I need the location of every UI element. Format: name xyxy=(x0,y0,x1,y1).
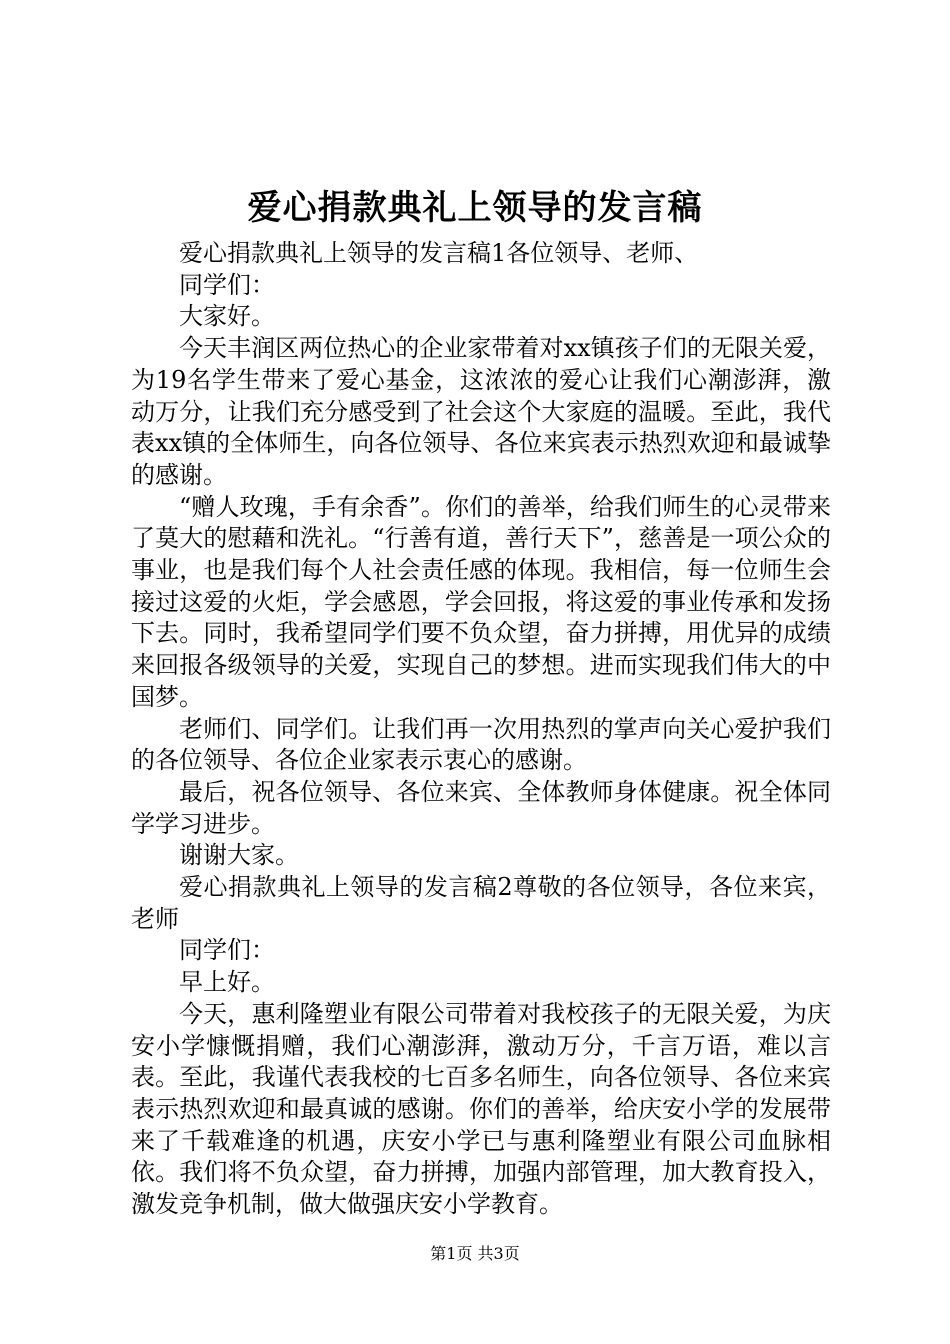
paragraph: 谢谢大家。 xyxy=(179,841,299,870)
paragraph: 最后，祝各位领导、各位来宾、全体教师身体健康。祝全体同学学习进步。 xyxy=(131,777,831,838)
page-indicator: 第1页 共3页 xyxy=(430,1244,520,1263)
document-title: 爱心捐款典礼上领导的发言稿 xyxy=(247,188,703,228)
paragraph: 同学们： xyxy=(179,936,275,965)
paragraph: 同学们： xyxy=(179,270,275,299)
paragraph: 今天，惠利隆塑业有限公司带着对我校孩子的无限关爱，为庆安小学慷慨捐赠，我们心潮澎湃，激动万分，千言万语，难以言表。至此，我谨代表我校的七百多名师生，向各位领导、各位来宾表示热烈欢迎和最真诚的感谢。你们的善举，给庆安小学的发展带来了千载难逢的机遇，庆安小学已与惠利隆塑业有限公司血脉相依。我们将不负众望，奋力拼搏，加强内部管理，加大教育投入，激发竞争机制，做大做强庆安小学教育。 xyxy=(131,999,831,1219)
paragraph: 爱心捐款典礼上领导的发言稿1各位领导、老师、 xyxy=(179,239,699,267)
paragraph: 早上好。 xyxy=(179,968,275,997)
paragraph: 老师们、同学们。让我们再一次用热烈的掌声向关心爱护我们的各位领导、各位企业家表示衷心的感谢。 xyxy=(131,714,831,775)
paragraph: 今天丰润区两位热心的企业家带着对xx镇孩子们的无限关爱，为19名学生带来了爱心基金，这浓浓的爱心让我们心潮澎湃，激动万分，让我们充分感受到了社会这个大家庭的温暖。至此，我代表xx镇的全体师生，向各位领导、各位来宾表示热烈欢迎和最诚挚的感谢。 xyxy=(131,334,831,489)
paragraph: “赠人玫瑰，手有余香”。你们的善举，给我们师生的心灵带来了莫大的慰藉和洗礼。“行善有道，善行天下”，慈善是一项公众的事业，也是我们每个人社会责任感的体现。我相信，每一位师生会接过这爱的火炬，学会感恩，学会回报，将这爱的事业传承和发扬下去。同时，我希望同学们要不负众望，奋力拼搏，用优异的成绩来回报各级领导的关爱，实现自己的梦想。进而实现我们伟大的中国梦。 xyxy=(131,492,831,711)
paragraph: 爱心捐款典礼上领导的发言稿2尊敬的各位领导，各位来宾，老师 xyxy=(131,873,831,933)
paragraph: 大家好。 xyxy=(179,302,275,331)
document-body xyxy=(131,238,831,1221)
